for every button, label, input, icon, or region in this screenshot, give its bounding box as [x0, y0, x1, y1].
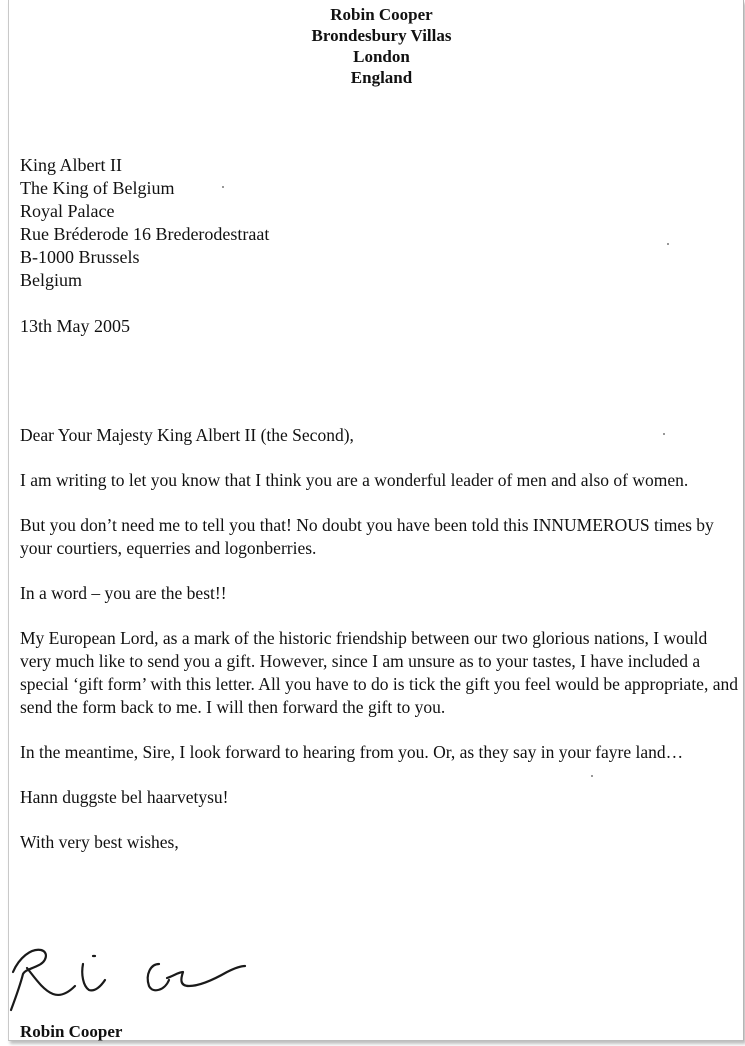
letter-body: [20, 424, 742, 854]
scan-speck: [663, 433, 665, 435]
closing: With very best wishes,: [20, 832, 179, 852]
sender-city: London: [353, 47, 410, 66]
sender-street: Brondesbury Villas: [311, 26, 452, 45]
recipient-line-6: Belgium: [20, 270, 82, 290]
signer-name: Robin Cooper: [20, 1022, 123, 1041]
sender-name: Robin Cooper: [330, 5, 433, 24]
paragraph-1: I am writing to let you know that I think you are a wonderful leader of men and also of women.: [20, 470, 689, 490]
salutation: Dear Your Majesty King Albert II (the Second),: [20, 425, 354, 445]
paragraph-2: But you don’t need me to tell you that! No doubt you have been told this INNUMEROUS times by your courtiers, equerries and logonberries.: [20, 515, 714, 558]
recipient-line-1: King Albert II: [20, 155, 122, 175]
handwritten-signature: [9, 942, 249, 1022]
recipient-line-3: Royal Palace: [20, 201, 115, 221]
recipient-address: [20, 154, 269, 292]
sender-address: [9, 4, 745, 88]
paragraph-3: In a word – you are the best!!: [20, 583, 227, 603]
scan-speck: [667, 243, 669, 245]
letter-page: [8, 0, 744, 1041]
letter-date: 13th May 2005: [20, 316, 130, 336]
scan-speck: [222, 186, 224, 188]
paragraph-5: In the meantime, Sire, I look forward to hearing from you. Or, as they say in your fayre land…: [20, 742, 684, 762]
scan-speck: [591, 775, 593, 777]
paragraph-6: Hann duggste bel haarvetysu!: [20, 787, 229, 807]
signature-strokes: [11, 950, 245, 1010]
sender-country: England: [350, 68, 413, 87]
recipient-line-4: Rue Bréderode 16 Brederodestraat: [20, 224, 270, 244]
paragraph-4: My European Lord, as a mark of the historic friendship between our two glorious nations, I would very much like to send you a gift. However, since I am unsure as to your tastes, I have included a special ‘gift form’ with this letter. All you have to do is tick the gift you feel would be appropriate, and send the form back to me. I will then forward the gift to you.: [20, 628, 738, 717]
recipient-line-5: B-1000 Brussels: [20, 247, 140, 267]
recipient-line-2: The King of Belgium: [20, 178, 175, 198]
